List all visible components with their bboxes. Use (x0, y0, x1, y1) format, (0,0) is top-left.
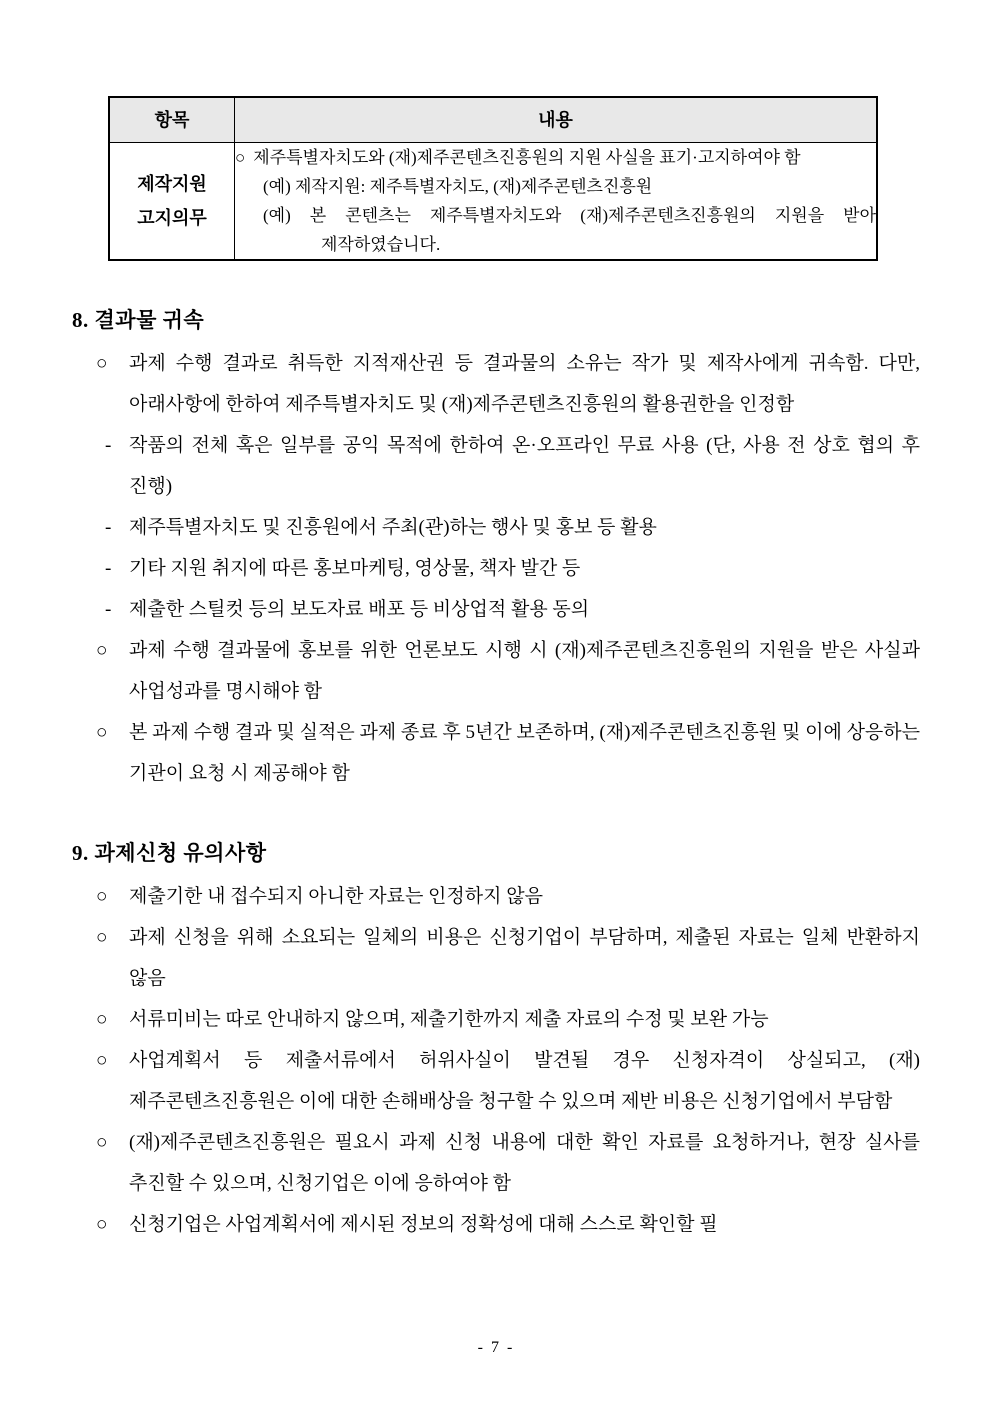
table-content-line: (예) 제작지원: 제주특별자치도, (재)제주콘텐츠진흥원 (263, 177, 653, 196)
table-row (109, 143, 877, 261)
list-item (96, 1122, 920, 1204)
circle-bullet-marker: ○ (96, 722, 108, 743)
circle-bullet-marker: ○ (235, 148, 246, 167)
list-item-text: 과제 수행 결과물에 홍보를 위한 언론보도 시행 시 (재)제주콘텐츠진흥원의 지원을 받은 사실과 사업성과를 명시해야 함 (129, 640, 920, 702)
item-label-line2: 고지의무 (137, 208, 207, 228)
list-item-text: 신청기업은 사업계획서에 제시된 정보의 정확성에 대해 스스로 확인할 필 (129, 1214, 718, 1235)
production-support-notice-table (108, 96, 878, 261)
circle-bullet-marker: ○ (96, 1009, 108, 1030)
list-item (105, 507, 920, 548)
list-item-text: 제출기한 내 접수되지 아니한 자료는 인정하지 않음 (129, 886, 543, 907)
dash-bullet-marker: - (105, 558, 112, 579)
list-item (105, 548, 920, 589)
circle-bullet-marker: ○ (96, 1214, 108, 1235)
list-item (96, 999, 920, 1040)
list-item-text: (재)제주콘텐츠진흥원은 필요시 과제 신청 내용에 대한 확인 자료를 요청하거나, 현장 실사를 추진할 수 있으며, 신청기업은 이에 응하여야 함 (129, 1132, 920, 1194)
list-item-text: 본 과제 수행 결과 및 실적은 과제 종료 후 5년간 보존하며, (재)제주콘텐츠진흥원 및 이에 상응하는 기관이 요청 시 제공해야 함 (129, 722, 920, 784)
circle-bullet-marker: ○ (96, 353, 108, 374)
circle-bullet-marker: ○ (96, 640, 108, 661)
table-content-line: (예) 본 콘텐츠는 제주특별자치도와 (재)제주콘텐츠진흥원의 지원을 받아 제작하였습니다. (263, 206, 876, 254)
table-content-line: ○ 제주특별자치도와 (재)제주콘텐츠진흥원의 지원 사실을 표기·고지하여야 함 (235, 148, 801, 167)
dash-bullet-marker: - (105, 435, 112, 456)
table-cell-content (235, 143, 878, 261)
list-item-text: 과제 수행 결과로 취득한 지적재산권 등 결과물의 소유는 작가 및 제작사에게 귀속함. 다만, 아래사항에 한하여 제주특별자치도 및 (재)제주콘텐츠진흥원의 활용권한을 인정함 (129, 353, 920, 415)
table-header-item: 항목 (109, 97, 235, 143)
list-item-text: 작품의 전체 혹은 일부를 공익 목적에 한하여 온·오프라인 무료 사용 (단, 사용 전 상호 협의 후 진행) (129, 435, 920, 497)
list-item-text: 사업계획서 등 제출서류에서 허위사실이 발견될 경우 신청자격이 상실되고, (재)제주콘텐츠진흥원은 이에 대한 손해배상을 청구할 수 있으며 제반 비용은 신청기업에서 부담함 (129, 1050, 920, 1112)
section-9-title: 9. 과제신청 유의사항 (72, 841, 267, 865)
circle-bullet-marker: ○ (96, 927, 108, 948)
list-item-text: 제출한 스틸컷 등의 보도자료 배포 등 비상업적 활용 동의 (129, 599, 590, 620)
list-item (96, 343, 920, 425)
circle-bullet-marker: ○ (96, 1050, 108, 1071)
section-8-title: 8. 결과물 귀속 (72, 308, 205, 332)
list-item (96, 876, 920, 917)
list-item (105, 589, 920, 630)
list-item (96, 712, 920, 794)
list-item-text: 제주특별자치도 및 진흥원에서 주최(관)하는 행사 및 홍보 등 활용 (129, 517, 657, 538)
page-number: - 7 - (477, 1339, 515, 1356)
list-item-text: 과제 신청을 위해 소요되는 일체의 비용은 신청기업이 부담하며, 제출된 자료는 일체 반환하지 않음 (129, 927, 920, 989)
list-item (105, 425, 920, 507)
list-item (96, 1204, 920, 1245)
list-item (96, 630, 920, 712)
dash-bullet-marker: - (105, 599, 112, 620)
section-9-list (72, 876, 920, 1245)
list-item (96, 1040, 920, 1122)
circle-bullet-marker: ○ (96, 1132, 108, 1153)
list-item (96, 917, 920, 999)
document-content (72, 0, 920, 1245)
circle-bullet-marker: ○ (96, 886, 108, 907)
list-item-text: 서류미비는 따로 안내하지 않으며, 제출기한까지 제출 자료의 수정 및 보완 가능 (129, 1009, 769, 1030)
table-header-row (109, 97, 877, 143)
list-item-text: 기타 지원 취지에 따른 홍보마케팅, 영상물, 책자 발간 등 (129, 558, 581, 579)
dash-bullet-marker: - (105, 517, 112, 538)
table-cell-item (109, 143, 235, 261)
item-label-line1: 제작지원 (137, 174, 207, 194)
section-8-list (72, 343, 920, 794)
table-header-content: 내용 (235, 97, 878, 143)
